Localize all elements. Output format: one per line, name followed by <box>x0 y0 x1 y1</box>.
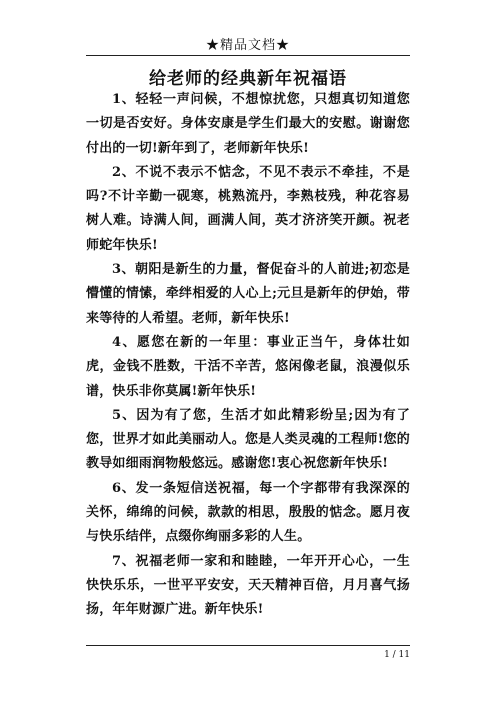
document-body <box>86 88 410 623</box>
paragraph-1: 1、轻轻一声问候，不想惊扰您，只想真切知道您一切是否安好。身体安康是学生们最大的安慰。谢谢您付出的一切!新年到了，老师新年快乐! <box>86 92 410 156</box>
paragraph-7: 7、祝福老师一家和和睦睦，一年开开心心，一生快快乐乐，一世平平安安，天天精神百倍，月月喜气扬扬，年年财源广进。新年快乐! <box>86 553 410 618</box>
paragraph-4: 4、愿您在新的一年里：事业正当午，身体壮如虎，金钱不胜数，干活不辛苦，悠闲像老鼠，浪漫似乐谱，快乐非你莫属!新年快乐! <box>86 334 410 399</box>
document-title: 给老师的经典新年祝福语 <box>149 69 347 89</box>
page-number: 1 / 11 <box>384 650 410 660</box>
paragraph-5: 5、因为有了您，生活才如此精彩纷呈;因为有了您，世界才如此美丽动人。您是人类灵魂的工程师!您的教导如细雨润物般悠远。感谢您!衷心祝您新年快乐! <box>86 407 410 472</box>
header-divider <box>86 55 410 56</box>
footer-divider <box>86 645 410 646</box>
paragraph-2: 2、不说不表示不惦念，不见不表示不牵挂，不是吗?不计辛勤一砚寒，桃熟流丹，李熟枝残，种花容易树人难。诗满人间，画满人间，英才济济笑开颜。祝老师蛇年快乐! <box>86 164 410 253</box>
paragraph-6: 6、发一条短信送祝福，每一个字都带有我深深的关怀，绵绵的问候，款款的相思，殷殷的惦念。愿月夜与快乐结伴，点缀你绚丽多彩的人生。 <box>86 480 410 545</box>
header-label: ★精品文档★ <box>205 38 290 53</box>
paragraph-3: 3、朝阳是新生的力量，督促奋斗的人前进;初恋是懵懂的情愫，牵绊相爱的人心上;元旦是新年的伊始，带来等待的人希望。老师，新年快乐! <box>86 262 410 326</box>
